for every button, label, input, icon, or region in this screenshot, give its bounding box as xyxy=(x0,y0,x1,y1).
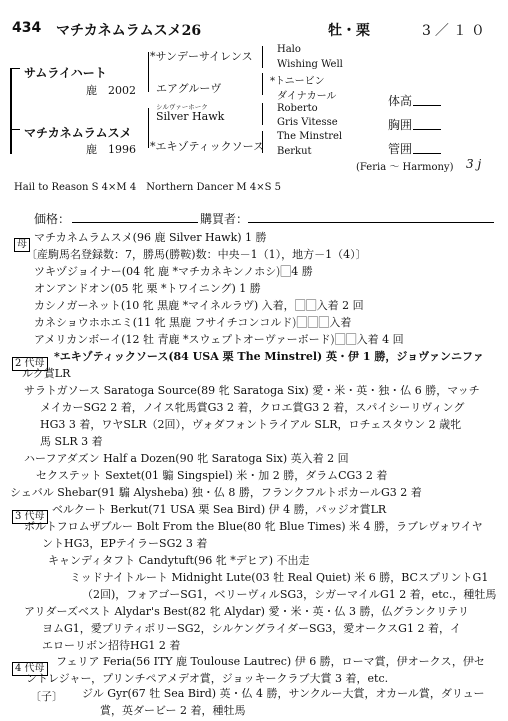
gen3-line: ベルクート Berkut(71 USA 栗 Sea Bird) 伊 4 勝，パッジオ賞LR xyxy=(52,503,387,516)
pedigree-bracket xyxy=(10,68,12,154)
gen4-line: 賞，英ダービー 2 着，種牡馬 xyxy=(100,704,246,717)
gen3-line: ントHG3，EPテイラーSG2 3 着 xyxy=(42,537,208,550)
dam-line: ツキヅジョイナー(04 牝 鹿 *マチカネキンノホシ)⃞4 勝 xyxy=(34,265,313,278)
gen3-line: （2回)，フォアゴーSG1，ベリーヴィルSG3，シガーマイルG1 2 着，etc.，種牡馬 xyxy=(82,588,497,601)
gen2-line: サラトガソース Saratoga Source(89 牝 Saratoga Six) 愛・米・英・独・仏 6 勝，マッチ xyxy=(24,384,480,397)
dam-line: カシノガーネット(10 牝 黒鹿 *マイネルラヴ) 入着，⃞⃞入着 2 回 xyxy=(34,299,364,312)
pedigree-branch xyxy=(262,73,263,95)
horse-name: マチカネムラムスメ26 xyxy=(56,23,202,39)
gen3-line: ヨムG1，愛プリティポリーSG2，シルケングライダーSG3，愛オークスG1 2 着，イ xyxy=(42,622,461,635)
dam-dam: *エキゾティックソース xyxy=(150,140,265,153)
gen4-child xyxy=(82,685,485,719)
g3-2: Wishing Well xyxy=(277,59,343,70)
price-label: 価格： xyxy=(34,212,71,226)
dam-tag: 母 xyxy=(14,232,30,252)
pedigree-branch xyxy=(148,52,149,92)
gen4-line: フェリア Feria(56 ITY 鹿 Toulouse Lautrec) 伊 6 勝，ローマ賞，伊オークス，伊セ xyxy=(56,655,485,668)
girth-field xyxy=(413,129,441,130)
gen2-line: メイカーSG2 2 着，ノイス牝馬賞G3 2 着，クロエ賞G3 2 着，スパイシーリヴィング xyxy=(40,401,465,414)
height-field xyxy=(413,105,441,106)
gen3-line: ボルトフロムザブルー Bolt From the Blue(80 牝 Blue Times) 米 4 勝，ラブレヴォワイヤ xyxy=(24,520,483,533)
gen2-line: ハーフアダズン Half a Dozen(90 牝 Saratoga Six) 英入着 2 回 xyxy=(24,452,349,465)
gen3-line: エローリボン招待HG1 2 着 xyxy=(42,639,181,652)
g3-6: Gris Vitesse xyxy=(277,117,338,128)
sire-info: 鹿 2002 xyxy=(86,84,136,97)
family-note: (Feria ～ Harmony) xyxy=(356,162,454,173)
dam-info: 鹿 1996 xyxy=(86,143,136,156)
gen2-line: HG3 3 着，ワヤSLR（2回），ヴォダフォントライアル SLR，ロチェスタウン 2 歳牝 xyxy=(40,418,462,431)
buyer-label: 購買者： xyxy=(200,212,249,226)
gen3-line: ミッドナイトルート Midnight Lute(03 牡 Real Quiet) 米 6 勝，BCスプリントG1 xyxy=(70,571,489,584)
dam-line: アメリカンボーイ(12 牡 青鹿 *スウェプトオーヴァーボード)⃞⃞入着 4 回 xyxy=(34,333,404,346)
gen2-line: セクステット Sextet(01 騸 Singspiel) 米・加 2 勝，ダラムCG3 2 着 xyxy=(36,469,388,482)
pedigree-branch xyxy=(148,108,149,148)
pedigree-branch xyxy=(10,68,20,69)
gen4-tag: 4 代母 xyxy=(12,656,48,676)
g3-5: Roberto xyxy=(277,103,318,114)
dam-line: マチカネムラムスメ(96 鹿 Silver Hawk) 1 勝 xyxy=(34,231,267,244)
dam-sire-ruby: シルヴァーホーク xyxy=(156,103,208,111)
height-label: 体高 xyxy=(388,94,413,108)
cannon-label: 管囲 xyxy=(388,142,413,156)
dam-line: オンアンドオン(05 牝 栗 *トワイニング) 1 勝 xyxy=(34,282,261,295)
gen2-line: 馬 SLR 3 着 xyxy=(40,435,103,448)
gen3-tag: 3 代母 xyxy=(12,504,48,524)
inbreeding: Hail to Reason S 4×M 4 Northern Dancer M 4×S 5 xyxy=(14,182,281,193)
sire-sire: *サンデーサイレンス xyxy=(150,50,253,63)
foaled-date: 3／１０ xyxy=(422,23,489,39)
g3-7: The Minstrel xyxy=(277,131,343,142)
dam-sire: Silver Hawk xyxy=(156,110,225,123)
gen4-line: ントレジャー，プリンチペアメデオ賞，ジョッキークラブ大賞 3 着，etc. xyxy=(26,672,389,685)
cannon-field xyxy=(413,153,441,154)
family-number: 3 j xyxy=(466,157,482,171)
pedigree-branch xyxy=(262,103,263,125)
gen2-line: *エキゾティックソース(84 USA 栗 The Minstrel) 英・伊 1 勝，ジョヴァンニファ xyxy=(54,350,484,363)
sex-color: 牡・栗 xyxy=(328,23,370,39)
g3-4: ダイナカール xyxy=(277,91,337,102)
gen2-line: ルク賞LR xyxy=(22,367,71,380)
gen3-line: キャンディタフト Candytuft(96 牝 *デヒア) 不出走 xyxy=(48,554,310,567)
girth-label: 胸囲 xyxy=(388,118,413,132)
gen3-line: アリダーズベスト Alydar's Best(82 牝 Alydar) 愛・米・英・仏 3 勝，仏グランクリテリ xyxy=(24,605,470,618)
sire-name: サムライハート xyxy=(24,66,107,80)
dam-name: マチカネムラムスメ xyxy=(24,126,132,140)
price-field xyxy=(72,222,198,223)
gen2-line: シェバル Shebar(91 騸 Alysheba) 独・仏 8 勝，フランクフルトポカールG3 2 着 xyxy=(10,486,422,499)
dam-produce xyxy=(26,229,404,348)
pedigree-branch xyxy=(262,46,263,68)
dam-line: カネショウホホエミ(11 牝 黒鹿 フサイチコンコルド)⃞⃞⃞入着 xyxy=(34,316,352,329)
buyer-field xyxy=(248,222,494,223)
dam-line: 〔産駒馬名登録数：7，勝馬(勝鞍)数：中央－1（1），地方－1（4）〕 xyxy=(26,248,367,261)
sire-dam: エアグルーヴ xyxy=(156,82,222,95)
gen4-children-label: 〔子〕 xyxy=(30,690,63,703)
g3-8: Berkut xyxy=(277,146,312,157)
g3-1: Halo xyxy=(277,44,301,55)
pedigree-branch xyxy=(10,129,20,130)
gen2-tag: 2 代母 xyxy=(12,351,48,371)
lot-number: 434 xyxy=(12,20,42,36)
g3-3: *トニービン xyxy=(270,76,325,87)
gen4-line: ジル Gyr(67 牡 Sea Bird) 英・仏 4 勝，サンクルー大賞，オカール賞，ダリュー xyxy=(82,687,485,700)
